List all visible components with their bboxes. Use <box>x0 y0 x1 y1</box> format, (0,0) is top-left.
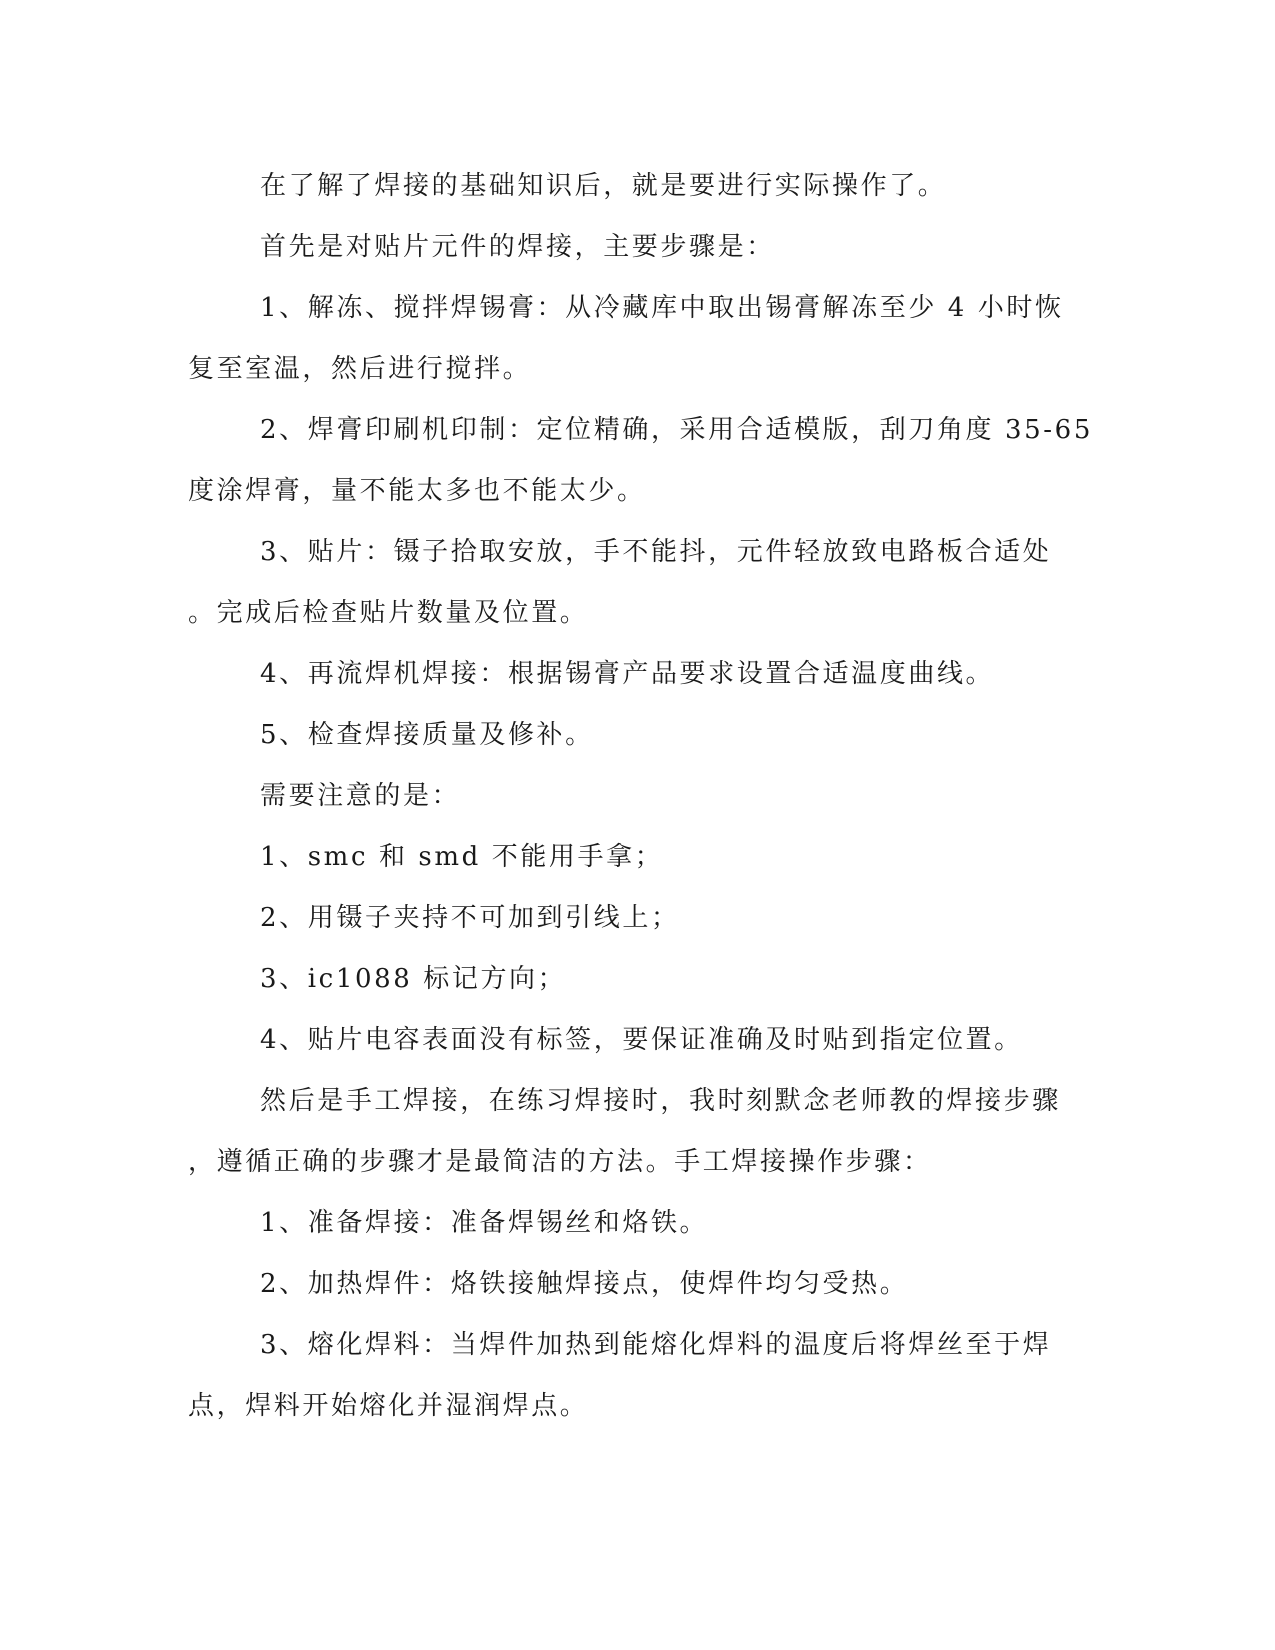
note-1: 1、smc 和 smd 不能用手拿； <box>260 842 664 872</box>
smd-step-1-line-2: 复至室温，然后进行搅拌。 <box>188 354 532 384</box>
note-3: 3、ic1088 标记方向； <box>260 964 567 994</box>
smd-step-2-line-2: 度涂焊膏，量不能太多也不能太少。 <box>188 476 646 506</box>
manual-step-2: 2、加热焊件：烙铁接触焊接点，使焊件均匀受热。 <box>260 1269 909 1299</box>
smd-step-2-line-1: 2、焊膏印刷机印制：定位精确，采用合适模版，刮刀角度 35-65 <box>260 415 1093 445</box>
manual-step-3-line-2: 点，焊料开始熔化并湿润焊点。 <box>188 1391 589 1421</box>
notes-heading: 需要注意的是： <box>260 781 461 811</box>
smd-step-3-line-1: 3、贴片：镊子拾取安放，手不能抖，元件轻放致电路板合适处 <box>260 537 1052 567</box>
note-2: 2、用镊子夹持不可加到引线上； <box>260 903 680 933</box>
smd-step-4: 4、再流焊机焊接：根据锡膏产品要求设置合适温度曲线。 <box>260 659 995 689</box>
manual-welding-intro-line-2: ，遵循正确的步骤才是最简洁的方法。手工焊接操作步骤： <box>188 1147 932 1177</box>
smd-step-3-line-2: 。完成后检查贴片数量及位置。 <box>188 598 589 628</box>
document-body <box>188 156 1093 1437</box>
manual-step-3-line-1: 3、熔化焊料：当焊件加热到能熔化焊料的温度后将焊丝至于焊 <box>260 1330 1052 1360</box>
smd-step-1-line-1: 1、解冻、搅拌焊锡膏：从冷藏库中取出锡膏解冻至少 4 小时恢 <box>260 293 1064 323</box>
manual-welding-intro-line-1: 然后是手工焊接，在练习焊接时，我时刻默念老师教的焊接步骤 <box>260 1086 1061 1116</box>
smd-step-5: 5、检查焊接质量及修补。 <box>260 720 594 750</box>
manual-step-1: 1、准备焊接：准备焊锡丝和烙铁。 <box>260 1208 709 1238</box>
paragraph-smd-heading: 首先是对贴片元件的焊接，主要步骤是： <box>260 232 775 262</box>
paragraph-intro: 在了解了焊接的基础知识后，就是要进行实际操作了。 <box>260 171 947 201</box>
note-4: 4、贴片电容表面没有标签，要保证准确及时贴到指定位置。 <box>260 1025 1023 1055</box>
